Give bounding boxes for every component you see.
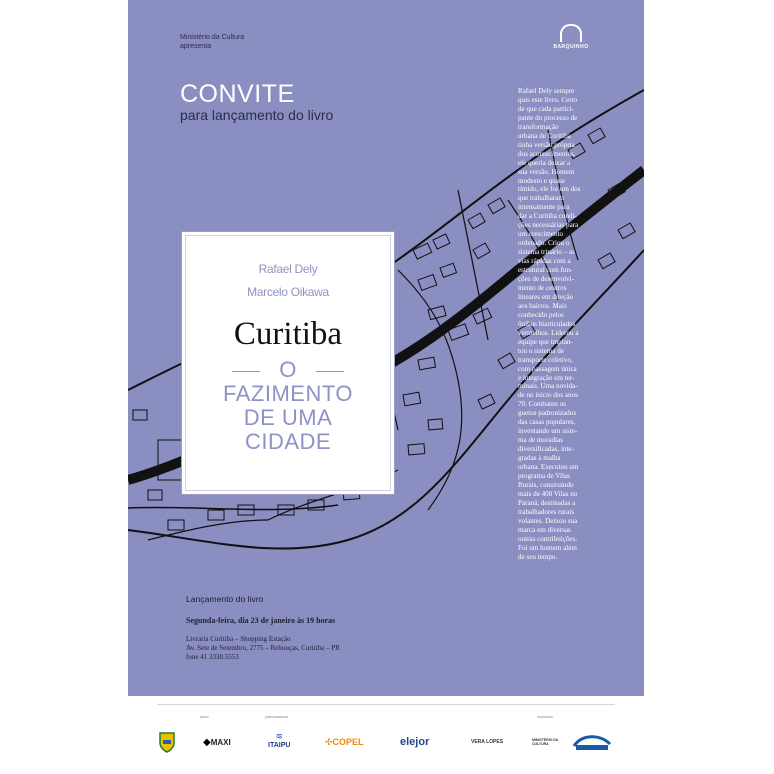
presenter-credit [180, 33, 244, 51]
author-bio-line: volantes. Deixou sua [518, 516, 578, 525]
author-bio-line: de seu tempo. [518, 552, 558, 561]
author-bio-line: lineares em direção [518, 292, 574, 301]
logo-maxi-text: MAXI [210, 737, 231, 747]
copel-mark-icon: ✣ [325, 736, 333, 747]
author-bio-line: urbana de Curitiba [518, 131, 571, 140]
wave-icon: ≋ [275, 731, 283, 741]
author-bio-line: minais. Uma novida- [518, 382, 578, 391]
book-title: Curitiba [233, 316, 343, 352]
author-bio-line: 70. Combateu os [518, 400, 566, 409]
author-bio-line: pante do processo de [518, 113, 578, 122]
logo-maxi [203, 731, 231, 753]
author-bio-line: ções de desenvolvi- [518, 275, 574, 284]
invitation-subtitle: para lançamento do livro [180, 107, 334, 123]
author-bio-line: modesto e quase [518, 176, 565, 185]
author-bio-text [518, 87, 610, 562]
author-bio-line: sua versão. Homem [518, 167, 575, 176]
launch-phone: fone 41 3330.5553 [186, 653, 239, 661]
brasil-logo-icon [572, 732, 612, 752]
author-bio-line: trabalhadores rurais [518, 507, 575, 516]
logo-copel [325, 731, 364, 753]
author-bio-line: estrutural com fun- [518, 266, 573, 275]
launch-label: Lançamento do livro [186, 594, 264, 604]
shield-icon [158, 731, 176, 753]
logo-itaipu-text: ITAIPU [268, 742, 291, 749]
publisher-logo [552, 24, 590, 50]
book-subtitle [186, 358, 390, 454]
author-bio-line: Rafael Dely sempre [518, 87, 575, 95]
logo-elejor [400, 731, 429, 753]
author-bio-line: mais de 400 Vilas no [518, 489, 578, 498]
book-author-2: Marcelo Oikawa [247, 285, 329, 299]
author-bio-line: quis este livro. Certo [518, 95, 578, 104]
author-bio-line: Rurais, construindo [518, 480, 574, 489]
author-bio-line: conhecido pelos [518, 310, 564, 319]
launch-date: Segunda-feira, dia 23 de janeiro às 19 horas [186, 616, 336, 625]
boat-icon [560, 24, 582, 42]
author-bio-line: que trabalharam [518, 194, 564, 203]
book-subtitle-line: CIDADE [244, 429, 332, 454]
author-bio-line: tímido, ele foi um dos [518, 185, 581, 194]
author-bio-line: diversificadas, inte- [518, 445, 574, 454]
launch-details [186, 594, 340, 662]
publisher-name: BARQUINHO [553, 44, 589, 50]
presenter-line2: apresenta [180, 43, 212, 50]
author-bio-line: ordenado. Criou o [518, 239, 570, 248]
author-bio-line: vias rápidas com a [518, 257, 571, 266]
author-bio-line: programa de Vilas [518, 471, 570, 480]
caption-sponsors: patrocinadores [265, 715, 289, 719]
logo-copel-text: COPEL [332, 737, 364, 747]
author-bio-line: dos acontecimentos, [518, 149, 576, 158]
author-bio-line: outras contribuições. [518, 534, 578, 543]
launch-address: Av. Sete de Setembro, 2775 – Rebouças, Curitiba – PR [186, 644, 340, 652]
author-bio-line: transporte coletivo, [518, 355, 573, 364]
presenter-line1: Ministério da Cultura [180, 34, 245, 41]
author-bio-line: Paraná, destinadas a [518, 498, 576, 507]
author-bio-line: gradas à malha [518, 454, 561, 463]
author-bio-line: tinha versão própria [518, 140, 575, 149]
author-bio-line: inventando um siste- [518, 427, 578, 436]
caption-support: apoio [200, 715, 209, 719]
logo-vera-lopes-text: VERA LOPES [471, 739, 504, 745]
author-bio-line: tou o sistema de [518, 346, 564, 355]
author-bio-line: aos bairros. Mais [518, 301, 567, 310]
author-bio-line: e integração em ter- [518, 373, 575, 382]
book-subtitle-line: O [279, 357, 297, 382]
book-subtitle-line: DE UMA [243, 405, 333, 430]
book-subtitle-line: FAZIMENTO [223, 381, 353, 406]
author-bio-line: intensamente para [518, 203, 570, 212]
author-bio-line: ma de moradias [518, 436, 563, 445]
author-bio-line: com passagem única [518, 364, 577, 373]
author-bio-line: marca em diversas [518, 525, 571, 534]
author-bio-line: dar a Curitiba condi- [518, 212, 577, 221]
author-bio-line: das casas populares, [518, 418, 576, 427]
author-bio-line: guetos padronizados [518, 409, 577, 418]
author-bio-line: ônibus biarticulados [518, 319, 576, 328]
logo-ministerio [532, 731, 562, 753]
author-bio-line: de no início dos anos [518, 391, 578, 400]
caption-realization: realização [537, 715, 553, 719]
sponsor-divider [157, 704, 615, 705]
author-bio-line: Foi um homem além [518, 543, 577, 552]
author-bio-line: urbana. Executou um [518, 463, 579, 472]
author-bio-line: equipe que implan- [518, 337, 573, 346]
launch-venue: Livraria Curitiba – Shopping Estação [186, 635, 291, 643]
author-bio-line: ções necessárias para [518, 221, 579, 230]
logo-elejor-text: elejor [400, 736, 430, 748]
book-author-1: Rafael Dely [258, 262, 318, 276]
author-bio-line: sistema trinário – as [518, 248, 575, 257]
invitation-title: CONVITE [180, 80, 295, 108]
logo-vera-lopes [471, 731, 503, 753]
author-bio-line: um crescimento [518, 230, 564, 239]
logo-ministerio-text: MINISTÉRIO DA CULTURA [532, 738, 559, 746]
book-cover [185, 235, 391, 491]
author-bio-line: mento de centros [518, 283, 567, 292]
logo-brasil [572, 731, 612, 753]
author-bio-line: transformação [518, 122, 559, 131]
logo-itaipu [268, 731, 290, 753]
support-logo [158, 731, 176, 753]
author-bio-line: ele queria deixar a [518, 158, 571, 167]
author-bio-line: vermelhos. Liderou a [518, 328, 579, 337]
diamond-icon: ◆ [203, 736, 211, 748]
invitation-poster [128, 0, 644, 696]
author-bio-line: de que cada partici- [518, 104, 574, 113]
